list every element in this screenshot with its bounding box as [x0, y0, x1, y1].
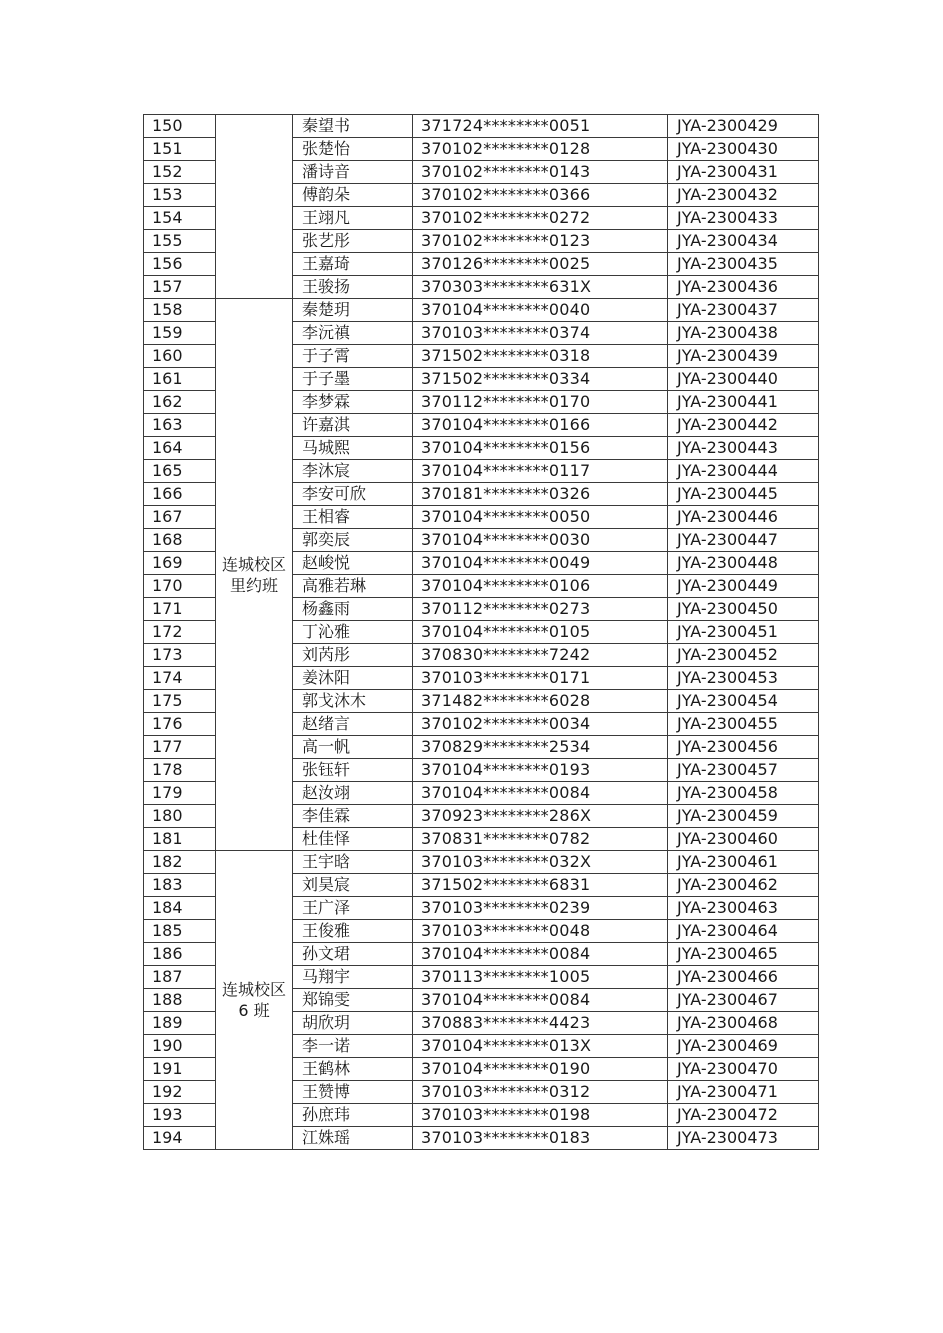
row-number-cell: 190: [144, 1035, 216, 1058]
student-name-cell: 张艺彤: [293, 230, 413, 253]
row-number-cell: 178: [144, 759, 216, 782]
id-number-cell: 370830********7242: [413, 644, 668, 667]
row-number-cell: 176: [144, 713, 216, 736]
class-name-cell: 连城校区 6 班: [216, 851, 293, 1150]
row-number-cell: 167: [144, 506, 216, 529]
certificate-number-cell: JYA-2300434: [668, 230, 819, 253]
student-name-cell: 杜佳怿: [293, 828, 413, 851]
id-number-cell: 370883********4423: [413, 1012, 668, 1035]
student-name-cell: 赵峻悦: [293, 552, 413, 575]
row-number-cell: 193: [144, 1104, 216, 1127]
certificate-number-cell: JYA-2300453: [668, 667, 819, 690]
certificate-number-cell: JYA-2300466: [668, 966, 819, 989]
student-name-cell: 傅韵朵: [293, 184, 413, 207]
student-name-cell: 李沅禛: [293, 322, 413, 345]
certificate-number-cell: JYA-2300464: [668, 920, 819, 943]
id-number-cell: 370102********0366: [413, 184, 668, 207]
row-number-cell: 154: [144, 207, 216, 230]
id-number-cell: 370103********0312: [413, 1081, 668, 1104]
student-name-cell: 于子墨: [293, 368, 413, 391]
row-number-cell: 160: [144, 345, 216, 368]
id-number-cell: 370104********0190: [413, 1058, 668, 1081]
student-name-cell: 郭戈沐木: [293, 690, 413, 713]
id-number-cell: 370104********0105: [413, 621, 668, 644]
certificate-number-cell: JYA-2300458: [668, 782, 819, 805]
certificate-number-cell: JYA-2300451: [668, 621, 819, 644]
row-number-cell: 175: [144, 690, 216, 713]
student-name-cell: 马翔宇: [293, 966, 413, 989]
certificate-number-cell: JYA-2300441: [668, 391, 819, 414]
student-name-cell: 孙庶玮: [293, 1104, 413, 1127]
id-number-cell: 370104********013X: [413, 1035, 668, 1058]
row-number-cell: 150: [144, 115, 216, 138]
certificate-number-cell: JYA-2300470: [668, 1058, 819, 1081]
student-name-cell: 李佳霖: [293, 805, 413, 828]
certificate-number-cell: JYA-2300467: [668, 989, 819, 1012]
id-number-cell: 370829********2534: [413, 736, 668, 759]
class-name-cell: 连城校区里约班: [216, 299, 293, 851]
id-number-cell: 371502********6831: [413, 874, 668, 897]
row-number-cell: 182: [144, 851, 216, 874]
roster-body: [144, 115, 819, 1150]
id-number-cell: 370104********0117: [413, 460, 668, 483]
id-number-cell: 370102********0123: [413, 230, 668, 253]
certificate-number-cell: JYA-2300450: [668, 598, 819, 621]
row-number-cell: 165: [144, 460, 216, 483]
row-number-cell: 183: [144, 874, 216, 897]
table-row: [144, 299, 819, 322]
id-number-cell: 370103********0171: [413, 667, 668, 690]
id-number-cell: 370126********0025: [413, 253, 668, 276]
id-number-cell: 370104********0193: [413, 759, 668, 782]
id-number-cell: 370104********0049: [413, 552, 668, 575]
student-name-cell: 李沐宸: [293, 460, 413, 483]
student-name-cell: 王赞博: [293, 1081, 413, 1104]
student-name-cell: 王翊凡: [293, 207, 413, 230]
id-number-cell: 370102********0128: [413, 138, 668, 161]
student-name-cell: 秦望书: [293, 115, 413, 138]
certificate-number-cell: JYA-2300468: [668, 1012, 819, 1035]
certificate-number-cell: JYA-2300432: [668, 184, 819, 207]
id-number-cell: 370104********0166: [413, 414, 668, 437]
id-number-cell: 370103********0048: [413, 920, 668, 943]
certificate-number-cell: JYA-2300459: [668, 805, 819, 828]
certificate-number-cell: JYA-2300444: [668, 460, 819, 483]
id-number-cell: 370103********0374: [413, 322, 668, 345]
student-name-cell: 马城熙: [293, 437, 413, 460]
certificate-number-cell: JYA-2300446: [668, 506, 819, 529]
certificate-number-cell: JYA-2300448: [668, 552, 819, 575]
certificate-number-cell: JYA-2300440: [668, 368, 819, 391]
student-name-cell: 胡欣玥: [293, 1012, 413, 1035]
row-number-cell: 163: [144, 414, 216, 437]
row-number-cell: 180: [144, 805, 216, 828]
certificate-number-cell: JYA-2300456: [668, 736, 819, 759]
certificate-number-cell: JYA-2300447: [668, 529, 819, 552]
id-number-cell: 370104********0030: [413, 529, 668, 552]
id-number-cell: 370112********0170: [413, 391, 668, 414]
student-name-cell: 江姝瑶: [293, 1127, 413, 1150]
certificate-number-cell: JYA-2300436: [668, 276, 819, 299]
row-number-cell: 191: [144, 1058, 216, 1081]
student-name-cell: 王宇晗: [293, 851, 413, 874]
row-number-cell: 169: [144, 552, 216, 575]
roster-table: [143, 114, 819, 1150]
student-name-cell: 王鹤林: [293, 1058, 413, 1081]
id-number-cell: 370923********286X: [413, 805, 668, 828]
student-name-cell: 赵绪言: [293, 713, 413, 736]
id-number-cell: 370102********0143: [413, 161, 668, 184]
row-number-cell: 157: [144, 276, 216, 299]
certificate-number-cell: JYA-2300462: [668, 874, 819, 897]
certificate-number-cell: JYA-2300463: [668, 897, 819, 920]
row-number-cell: 192: [144, 1081, 216, 1104]
certificate-number-cell: JYA-2300471: [668, 1081, 819, 1104]
student-name-cell: 刘昊宸: [293, 874, 413, 897]
id-number-cell: 370104********0084: [413, 943, 668, 966]
table-row: [144, 851, 819, 874]
certificate-number-cell: JYA-2300455: [668, 713, 819, 736]
student-name-cell: 姜沐阳: [293, 667, 413, 690]
class-name-cell: [216, 115, 293, 299]
row-number-cell: 173: [144, 644, 216, 667]
id-number-cell: 370104********0084: [413, 782, 668, 805]
certificate-number-cell: JYA-2300457: [668, 759, 819, 782]
certificate-number-cell: JYA-2300452: [668, 644, 819, 667]
row-number-cell: 155: [144, 230, 216, 253]
certificate-number-cell: JYA-2300465: [668, 943, 819, 966]
student-name-cell: 杨鑫雨: [293, 598, 413, 621]
row-number-cell: 170: [144, 575, 216, 598]
certificate-number-cell: JYA-2300435: [668, 253, 819, 276]
id-number-cell: 371502********0334: [413, 368, 668, 391]
row-number-cell: 181: [144, 828, 216, 851]
certificate-number-cell: JYA-2300443: [668, 437, 819, 460]
row-number-cell: 171: [144, 598, 216, 621]
student-name-cell: 孙文珺: [293, 943, 413, 966]
id-number-cell: 371724********0051: [413, 115, 668, 138]
certificate-number-cell: JYA-2300437: [668, 299, 819, 322]
id-number-cell: 370113********1005: [413, 966, 668, 989]
row-number-cell: 184: [144, 897, 216, 920]
certificate-number-cell: JYA-2300454: [668, 690, 819, 713]
id-number-cell: 370103********032X: [413, 851, 668, 874]
student-name-cell: 王相睿: [293, 506, 413, 529]
student-name-cell: 李一诺: [293, 1035, 413, 1058]
row-number-cell: 158: [144, 299, 216, 322]
id-number-cell: 370102********0034: [413, 713, 668, 736]
certificate-number-cell: JYA-2300472: [668, 1104, 819, 1127]
row-number-cell: 179: [144, 782, 216, 805]
student-name-cell: 丁沁雅: [293, 621, 413, 644]
certificate-number-cell: JYA-2300438: [668, 322, 819, 345]
row-number-cell: 153: [144, 184, 216, 207]
row-number-cell: 164: [144, 437, 216, 460]
id-number-cell: 370104********0040: [413, 299, 668, 322]
student-name-cell: 李梦霖: [293, 391, 413, 414]
id-number-cell: 370104********0106: [413, 575, 668, 598]
id-number-cell: 370112********0273: [413, 598, 668, 621]
id-number-cell: 370103********0239: [413, 897, 668, 920]
certificate-number-cell: JYA-2300469: [668, 1035, 819, 1058]
id-number-cell: 370104********0084: [413, 989, 668, 1012]
student-name-cell: 李安可欣: [293, 483, 413, 506]
student-name-cell: 秦楚玥: [293, 299, 413, 322]
row-number-cell: 166: [144, 483, 216, 506]
student-name-cell: 许嘉淇: [293, 414, 413, 437]
student-name-cell: 张楚怡: [293, 138, 413, 161]
row-number-cell: 174: [144, 667, 216, 690]
certificate-number-cell: JYA-2300442: [668, 414, 819, 437]
student-name-cell: 潘诗音: [293, 161, 413, 184]
row-number-cell: 168: [144, 529, 216, 552]
id-number-cell: 370103********0183: [413, 1127, 668, 1150]
row-number-cell: 186: [144, 943, 216, 966]
id-number-cell: 370181********0326: [413, 483, 668, 506]
certificate-number-cell: JYA-2300431: [668, 161, 819, 184]
certificate-number-cell: JYA-2300460: [668, 828, 819, 851]
student-name-cell: 王俊雅: [293, 920, 413, 943]
row-number-cell: 189: [144, 1012, 216, 1035]
certificate-number-cell: JYA-2300461: [668, 851, 819, 874]
student-name-cell: 张钰轩: [293, 759, 413, 782]
certificate-number-cell: JYA-2300439: [668, 345, 819, 368]
certificate-number-cell: JYA-2300433: [668, 207, 819, 230]
student-name-cell: 高一帆: [293, 736, 413, 759]
student-name-cell: 赵汝翊: [293, 782, 413, 805]
id-number-cell: 370303********631X: [413, 276, 668, 299]
certificate-number-cell: JYA-2300429: [668, 115, 819, 138]
student-name-cell: 郭奕辰: [293, 529, 413, 552]
student-name-cell: 于子霄: [293, 345, 413, 368]
student-name-cell: 郑锦雯: [293, 989, 413, 1012]
id-number-cell: 370831********0782: [413, 828, 668, 851]
row-number-cell: 172: [144, 621, 216, 644]
id-number-cell: 370103********0198: [413, 1104, 668, 1127]
id-number-cell: 371502********0318: [413, 345, 668, 368]
certificate-number-cell: JYA-2300430: [668, 138, 819, 161]
table-row: [144, 115, 819, 138]
certificate-number-cell: JYA-2300473: [668, 1127, 819, 1150]
row-number-cell: 188: [144, 989, 216, 1012]
id-number-cell: 370104********0156: [413, 437, 668, 460]
row-number-cell: 187: [144, 966, 216, 989]
id-number-cell: 370104********0050: [413, 506, 668, 529]
id-number-cell: 371482********6028: [413, 690, 668, 713]
student-name-cell: 刘芮彤: [293, 644, 413, 667]
student-name-cell: 王嘉琦: [293, 253, 413, 276]
row-number-cell: 185: [144, 920, 216, 943]
row-number-cell: 152: [144, 161, 216, 184]
row-number-cell: 194: [144, 1127, 216, 1150]
row-number-cell: 177: [144, 736, 216, 759]
id-number-cell: 370102********0272: [413, 207, 668, 230]
student-name-cell: 王广泽: [293, 897, 413, 920]
student-name-cell: 高雅若琳: [293, 575, 413, 598]
certificate-number-cell: JYA-2300445: [668, 483, 819, 506]
row-number-cell: 161: [144, 368, 216, 391]
certificate-number-cell: JYA-2300449: [668, 575, 819, 598]
student-name-cell: 王骏扬: [293, 276, 413, 299]
row-number-cell: 159: [144, 322, 216, 345]
row-number-cell: 151: [144, 138, 216, 161]
row-number-cell: 156: [144, 253, 216, 276]
row-number-cell: 162: [144, 391, 216, 414]
